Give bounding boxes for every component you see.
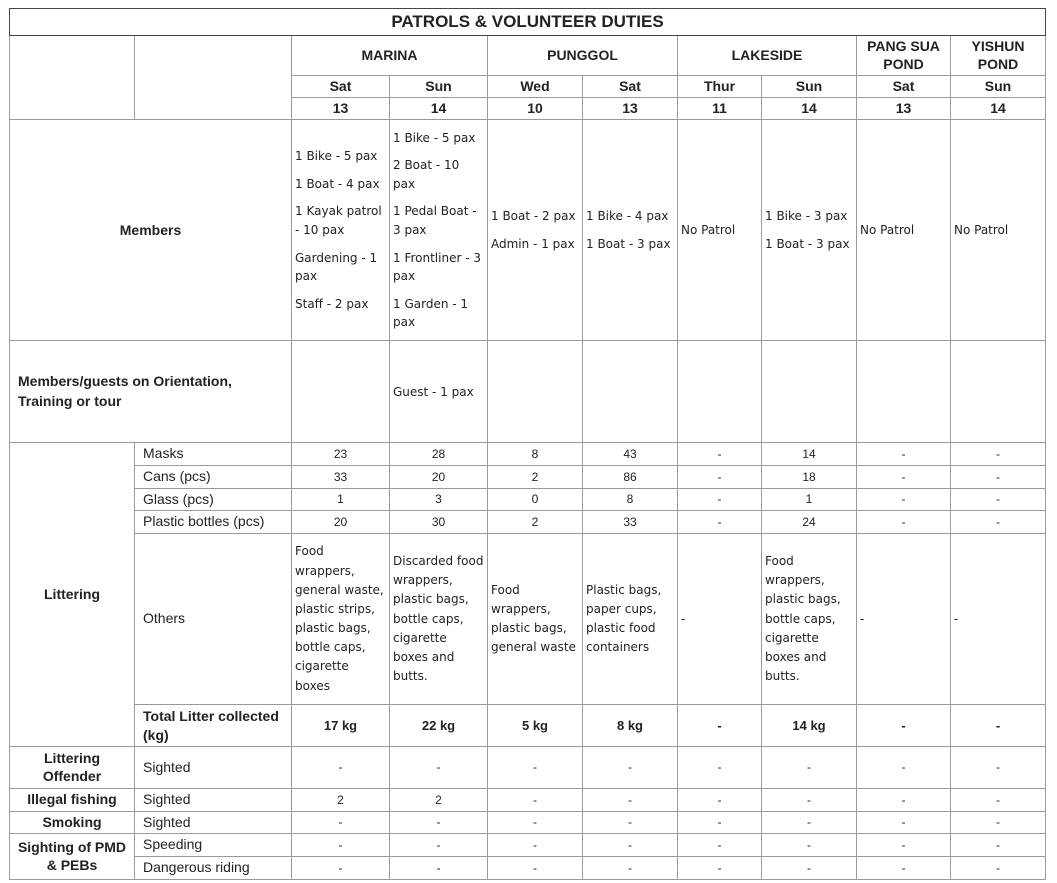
members-cell <box>857 120 951 341</box>
row-label-littering-offender: Littering Offender <box>10 747 135 789</box>
litter-value: - <box>678 443 762 466</box>
litter-value: 23 <box>292 443 390 466</box>
day-header: Sat <box>292 76 390 98</box>
members-line: Gardening - 1 pax <box>295 250 378 284</box>
litter-others-cell: Food wrappers, plastic bags, bottle caps, cigarette boxes and butts. <box>762 534 857 705</box>
fishing-value: - <box>762 789 857 812</box>
litter-value: - <box>857 511 951 534</box>
header-blank-cell <box>10 36 135 120</box>
location-header: PANG SUA POND <box>857 36 951 76</box>
members-cell <box>292 120 390 341</box>
members-line: 1 Pedal Boat - 3 pax <box>393 204 477 238</box>
litter-value: 8 <box>488 443 583 466</box>
litter-value: 33 <box>292 466 390 489</box>
litter-value: - <box>951 511 1046 534</box>
pmd-value: - <box>488 834 583 857</box>
pmd-value: - <box>583 834 678 857</box>
members-line: 1 Boat - 4 pax <box>295 176 380 191</box>
litter-value: - <box>678 511 762 534</box>
fishing-value: - <box>678 789 762 812</box>
litter-item-label: Masks <box>135 443 292 466</box>
orientation-cell: Guest - 1 pax <box>390 341 488 443</box>
offender-value: - <box>762 747 857 789</box>
litter-value: - <box>951 466 1046 489</box>
offender-value: - <box>292 747 390 789</box>
orientation-cell <box>488 341 583 443</box>
fishing-value: - <box>951 789 1046 812</box>
members-line: 1 Bike - 3 pax <box>765 209 848 224</box>
members-cell <box>583 120 678 341</box>
location-header: MARINA <box>292 36 488 76</box>
date-header: 11 <box>678 98 762 120</box>
orientation-cell <box>857 341 951 443</box>
litter-item-label: Glass (pcs) <box>135 488 292 511</box>
sub-label: Sighted <box>135 789 292 812</box>
date-header: 10 <box>488 98 583 120</box>
members-line: 1 Bike - 5 pax <box>295 149 378 164</box>
smoking-value: - <box>292 811 390 834</box>
pmd-value: - <box>762 834 857 857</box>
pmd-value: - <box>762 857 857 880</box>
members-line: 2 Boat - 10 pax <box>393 158 460 191</box>
fishing-value: 2 <box>292 789 390 812</box>
orientation-cell <box>583 341 678 443</box>
members-cell <box>762 120 857 341</box>
smoking-value: - <box>583 811 678 834</box>
pmd-value: - <box>390 834 488 857</box>
date-header: 14 <box>951 98 1046 120</box>
litter-value: 43 <box>583 443 678 466</box>
date-header: 13 <box>857 98 951 120</box>
litter-others-cell: - <box>678 534 762 705</box>
members-line: 1 Bike - 5 pax <box>393 130 476 145</box>
patrols-table <box>9 8 1046 880</box>
litter-value: 20 <box>292 511 390 534</box>
members-cell <box>951 120 1046 341</box>
litter-value: 2 <box>488 511 583 534</box>
pmd-value: - <box>951 857 1046 880</box>
fishing-value: 2 <box>390 789 488 812</box>
header-blank-cell <box>135 36 292 120</box>
row-label-pmd: Sighting of PMD & PEBs <box>10 834 135 879</box>
row-label-illegal-fishing: Illegal fishing <box>10 789 135 812</box>
page-title: PATROLS & VOLUNTEER DUTIES <box>10 9 1046 36</box>
sub-label: Sighted <box>135 811 292 834</box>
litter-total-value: - <box>857 705 951 747</box>
members-line: Admin - 1 pax <box>491 236 575 251</box>
date-header: 14 <box>390 98 488 120</box>
members-line: Staff - 2 pax <box>295 296 369 311</box>
pmd-value: - <box>951 834 1046 857</box>
litter-value: 86 <box>583 466 678 489</box>
litter-value: - <box>951 488 1046 511</box>
litter-value: 0 <box>488 488 583 511</box>
litter-value: 14 <box>762 443 857 466</box>
smoking-value: - <box>390 811 488 834</box>
litter-others-cell: Discarded food wrappers, plastic bags, bottle caps, cigarette boxes and butts. <box>390 534 488 705</box>
litter-total-label: Total Litter collected (kg) <box>135 705 292 747</box>
litter-others-cell: Food wrappers, plastic bags, general waste <box>488 534 583 705</box>
members-line: No Patrol <box>860 223 915 238</box>
litter-others-cell: - <box>951 534 1046 705</box>
pmd-value: - <box>678 857 762 880</box>
litter-value: - <box>857 488 951 511</box>
members-line: 1 Boat - 3 pax <box>765 236 850 251</box>
members-line: No Patrol <box>681 223 736 238</box>
row-label-orientation: Members/guests on Orientation, Training or tour <box>10 341 292 443</box>
litter-value: - <box>857 443 951 466</box>
orientation-cell <box>292 341 390 443</box>
offender-value: - <box>390 747 488 789</box>
row-label-smoking: Smoking <box>10 811 135 834</box>
litter-value: - <box>951 443 1046 466</box>
members-cell <box>390 120 488 341</box>
offender-value: - <box>951 747 1046 789</box>
members-line: 1 Boat - 2 pax <box>491 209 576 224</box>
litter-others-cell: Food wrappers, general waste, plastic strips, plastic bags, bottle caps, cigarette boxes <box>292 534 390 705</box>
pmd-value: - <box>857 834 951 857</box>
date-header: 13 <box>292 98 390 120</box>
orientation-cell <box>951 341 1046 443</box>
smoking-value: - <box>488 811 583 834</box>
litter-total-value: - <box>951 705 1046 747</box>
litter-value: - <box>678 466 762 489</box>
litter-value: 1 <box>292 488 390 511</box>
litter-item-label: Cans (pcs) <box>135 466 292 489</box>
smoking-value: - <box>857 811 951 834</box>
pmd-item-label: Speeding <box>135 834 292 857</box>
litter-total-value: 22 kg <box>390 705 488 747</box>
day-header: Thur <box>678 76 762 98</box>
members-line: 1 Garden - 1 pax <box>393 296 469 330</box>
pmd-value: - <box>292 834 390 857</box>
litter-total-value: - <box>678 705 762 747</box>
litter-value: 8 <box>583 488 678 511</box>
date-header: 13 <box>583 98 678 120</box>
litter-value: 3 <box>390 488 488 511</box>
litter-others-label: Others <box>135 534 292 705</box>
litter-others-cell: - <box>857 534 951 705</box>
offender-value: - <box>678 747 762 789</box>
litter-total-value: 17 kg <box>292 705 390 747</box>
litter-value: - <box>678 488 762 511</box>
location-header: YISHUN POND <box>951 36 1046 76</box>
date-header: 14 <box>762 98 857 120</box>
day-header: Sun <box>390 76 488 98</box>
members-line: 1 Frontliner - 3 pax <box>393 250 481 284</box>
offender-value: - <box>857 747 951 789</box>
litter-value: 20 <box>390 466 488 489</box>
members-line: 1 Bike - 4 pax <box>586 209 669 224</box>
smoking-value: - <box>762 811 857 834</box>
day-header: Sun <box>951 76 1046 98</box>
pmd-value: - <box>857 857 951 880</box>
fishing-value: - <box>857 789 951 812</box>
row-label-members: Members <box>10 120 292 341</box>
offender-value: - <box>583 747 678 789</box>
litter-value: 33 <box>583 511 678 534</box>
members-cell <box>488 120 583 341</box>
smoking-value: - <box>678 811 762 834</box>
pmd-value: - <box>488 857 583 880</box>
day-header: Wed <box>488 76 583 98</box>
litter-value: - <box>857 466 951 489</box>
members-cell <box>678 120 762 341</box>
litter-total-value: 8 kg <box>583 705 678 747</box>
sub-label: Sighted <box>135 747 292 789</box>
pmd-value: - <box>583 857 678 880</box>
members-line: 1 Boat - 3 pax <box>586 236 671 251</box>
pmd-value: - <box>292 857 390 880</box>
litter-item-label: Plastic bottles (pcs) <box>135 511 292 534</box>
litter-value: 24 <box>762 511 857 534</box>
pmd-value: - <box>678 834 762 857</box>
pmd-value: - <box>390 857 488 880</box>
day-header: Sun <box>762 76 857 98</box>
members-line: No Patrol <box>954 223 1009 238</box>
litter-total-value: 14 kg <box>762 705 857 747</box>
row-label-littering: Littering <box>10 443 135 747</box>
orientation-cell <box>762 341 857 443</box>
pmd-item-label: Dangerous riding <box>135 857 292 880</box>
litter-value: 30 <box>390 511 488 534</box>
litter-value: 1 <box>762 488 857 511</box>
orientation-cell <box>678 341 762 443</box>
offender-value: - <box>488 747 583 789</box>
litter-value: 28 <box>390 443 488 466</box>
location-header: PUNGGOL <box>488 36 678 76</box>
fishing-value: - <box>488 789 583 812</box>
litter-value: 18 <box>762 466 857 489</box>
members-line: 1 Kayak patrol - 10 pax <box>295 204 382 238</box>
smoking-value: - <box>951 811 1046 834</box>
fishing-value: - <box>583 789 678 812</box>
litter-value: 2 <box>488 466 583 489</box>
day-header: Sat <box>583 76 678 98</box>
location-header: LAKESIDE <box>678 36 857 76</box>
day-header: Sat <box>857 76 951 98</box>
litter-total-value: 5 kg <box>488 705 583 747</box>
litter-others-cell: Plastic bags, paper cups, plastic food containers <box>583 534 678 705</box>
